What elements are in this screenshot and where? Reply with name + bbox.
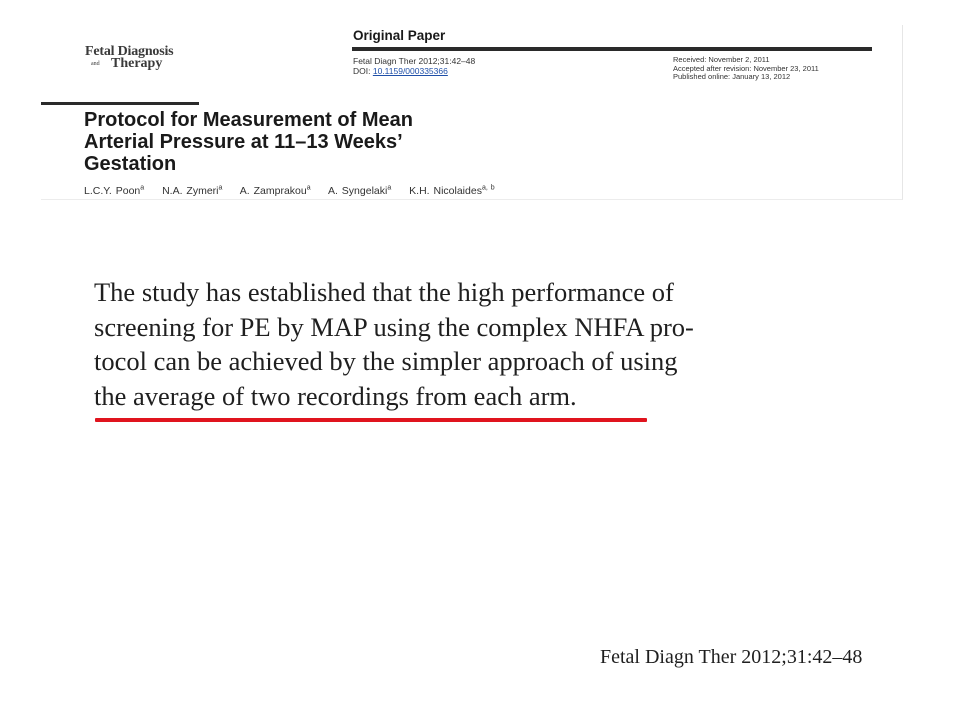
author-name: A. Syngelaki bbox=[327, 184, 388, 197]
author-name: A. Zamprakou bbox=[239, 184, 307, 197]
paper-title bbox=[84, 109, 684, 175]
author-affiliation: a bbox=[140, 184, 145, 191]
paper-title-line: Arterial Pressure at 11–13 Weeks’ bbox=[84, 131, 403, 153]
highlight-underline bbox=[95, 418, 647, 422]
author-list bbox=[84, 184, 509, 197]
author-affiliation: a bbox=[218, 184, 223, 191]
journal-name-and: and bbox=[91, 61, 100, 67]
quote-line: tocol can be achieved by the simpler approach of using bbox=[94, 346, 678, 376]
citation-text: Fetal Diagn Ther 2012;31:42–48 bbox=[353, 56, 476, 66]
author-affiliation: a, b bbox=[481, 184, 495, 191]
quote-line: screening for PE by MAP using the complex NHFA pro- bbox=[94, 311, 694, 342]
author bbox=[240, 185, 311, 197]
journal-name-line1: Fetal Diagnosis bbox=[85, 44, 174, 59]
paper-type-rule bbox=[352, 47, 872, 51]
author-name: L.C.Y. Poon bbox=[84, 184, 141, 197]
received-date: Received: November 2, 2011 bbox=[673, 55, 770, 64]
quote-line: The study has established that the high performance of bbox=[94, 277, 674, 307]
author bbox=[409, 185, 494, 197]
paper-header-image bbox=[41, 25, 903, 200]
doi-link[interactable]: 10.1159/000335366 bbox=[372, 66, 448, 76]
doi-line bbox=[353, 66, 475, 76]
paper-type-label: Original Paper bbox=[353, 28, 446, 43]
title-rule bbox=[41, 102, 199, 105]
accepted-date: Accepted after revision: November 23, 2011 bbox=[673, 63, 819, 73]
author bbox=[328, 185, 391, 197]
published-date: Published online: January 13, 2012 bbox=[673, 72, 791, 81]
journal-name-line2: Therapy bbox=[111, 56, 163, 71]
author bbox=[84, 185, 144, 197]
author-name: N.A. Zymeri bbox=[162, 184, 219, 197]
quote-line-highlighted: the average of two recordings from each arm. bbox=[94, 380, 577, 411]
doi-label: DOI: bbox=[353, 66, 373, 76]
author bbox=[162, 185, 222, 197]
citation-block bbox=[353, 56, 475, 76]
footer-citation: Fetal Diagn Ther 2012;31:42–48 bbox=[600, 646, 863, 668]
publication-dates bbox=[673, 56, 819, 82]
paper-title-line: Protocol for Measurement of Mean bbox=[84, 109, 413, 131]
conclusion-quote bbox=[94, 275, 794, 413]
author-name: K.H. Nicolaides bbox=[409, 184, 482, 197]
author-affiliation: a bbox=[387, 184, 392, 191]
author-affiliation: a bbox=[306, 184, 311, 191]
paper-title-line: Gestation bbox=[84, 153, 177, 175]
journal-logo bbox=[85, 45, 225, 71]
